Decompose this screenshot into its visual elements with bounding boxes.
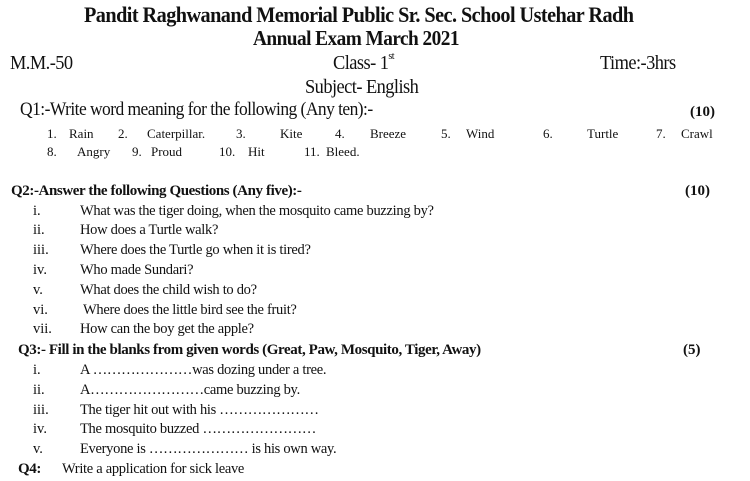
blank-text: The tiger hit out with his ………………… bbox=[80, 402, 319, 418]
word: Bleed. bbox=[326, 144, 360, 159]
word: Angry bbox=[77, 144, 111, 159]
word-number: 2. bbox=[118, 126, 128, 141]
word: Turtle bbox=[587, 126, 619, 141]
question-text: Where does the Turtle go when it is tired? bbox=[80, 242, 311, 258]
word-number: 8. bbox=[47, 144, 57, 159]
word-number: 11. bbox=[304, 144, 320, 159]
word-number: 7. bbox=[656, 126, 666, 141]
question-number: iii. bbox=[33, 242, 49, 258]
q2-title: Q2:-Answer the following Questions (Any five):- bbox=[11, 183, 302, 199]
blank-number: ii. bbox=[33, 382, 45, 398]
word: Proud bbox=[151, 144, 183, 159]
q1-title: Q1:-Write word meaning for the following (Any ten):- bbox=[20, 99, 373, 120]
word-number: 4. bbox=[335, 126, 345, 141]
word: Rain bbox=[69, 126, 94, 141]
word-number: 10. bbox=[219, 144, 236, 159]
word: Hit bbox=[248, 144, 265, 159]
question-number: ii. bbox=[33, 222, 45, 238]
word: Crawl bbox=[681, 126, 713, 141]
word: Breeze bbox=[370, 126, 407, 141]
exam-title: Annual Exam March 2021 bbox=[253, 26, 459, 50]
blank-text: The mosquito buzzed …………………… bbox=[80, 421, 317, 437]
question-number: vii. bbox=[33, 321, 52, 337]
word-number: 1. bbox=[47, 126, 57, 141]
q4-label: Q4: bbox=[18, 461, 41, 477]
question-number: iv. bbox=[33, 262, 47, 278]
question-text: What does the child wish to do? bbox=[80, 282, 257, 298]
time-allowed: Time:-3hrs bbox=[600, 52, 676, 74]
word: Caterpillar. bbox=[147, 126, 206, 141]
blank-number: i. bbox=[33, 362, 41, 378]
subject: Subject- English bbox=[305, 76, 419, 98]
question-number: i. bbox=[33, 203, 41, 219]
blank-text: A……………………came buzzing by. bbox=[80, 382, 300, 398]
q2-marks: (10) bbox=[685, 183, 710, 199]
word: Wind bbox=[466, 126, 495, 141]
max-marks: M.M.-50 bbox=[10, 52, 73, 74]
school-name: Pandit Raghwanand Memorial Public Sr. Sec. School Ustehar Radh bbox=[84, 2, 634, 27]
word-number: 6. bbox=[543, 126, 553, 141]
blank-number: iii. bbox=[33, 402, 49, 418]
question-text: What was the tiger doing, when the mosquito came buzzing by? bbox=[80, 203, 434, 219]
question-number: vi. bbox=[33, 302, 48, 318]
q3-title: Q3:- Fill in the blanks from given words (Great, Paw, Mosquito, Tiger, Away) bbox=[18, 342, 481, 358]
q3-marks: (5) bbox=[683, 342, 701, 358]
q4-text: Write a application for sick leave bbox=[62, 461, 245, 477]
blank-text: Everyone is ………………… is his own way. bbox=[80, 441, 337, 457]
question-text: How can the boy get the apple? bbox=[80, 321, 254, 337]
word: Kite bbox=[280, 126, 303, 141]
word-number: 3. bbox=[236, 126, 246, 141]
question-text: How does a Turtle walk? bbox=[80, 222, 219, 238]
class-label bbox=[333, 52, 394, 75]
word-number: 9. bbox=[132, 144, 142, 159]
word-number: 5. bbox=[441, 126, 451, 141]
class-superscript: st bbox=[388, 50, 395, 63]
question-text: Where does the little bird see the fruit? bbox=[83, 302, 297, 318]
question-number: v. bbox=[33, 282, 43, 298]
class-text: Class- 1 bbox=[333, 52, 389, 74]
blank-number: iv. bbox=[33, 421, 47, 437]
blank-text: A …………………was dozing under a tree. bbox=[80, 362, 327, 378]
blank-number: v. bbox=[33, 441, 43, 457]
q1-marks: (10) bbox=[690, 104, 715, 120]
question-text: Who made Sundari? bbox=[80, 262, 194, 278]
